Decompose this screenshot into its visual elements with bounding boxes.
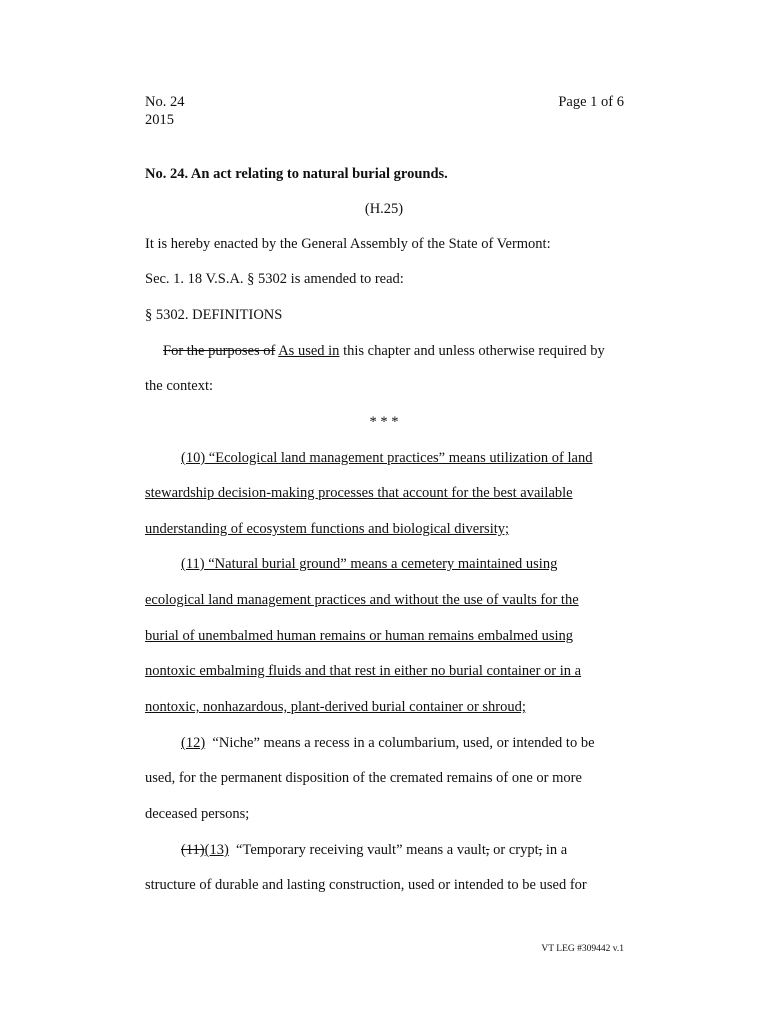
def12-line-1	[181, 734, 595, 752]
struck-text: For the purposes of	[163, 343, 276, 359]
enacting-clause: It is hereby enacted by the General Assembly of the State of Vermont:	[145, 236, 551, 252]
def10-line-1: (10) “Ecological land management practices” means utilization of land	[181, 450, 593, 466]
def11-line-3: burial of unembalmed human remains or human remains embalmed using	[145, 628, 574, 644]
def10-line-3: understanding of ecosystem functions and biological diversity;	[145, 521, 510, 537]
def13-line-2: structure of durable and lasting construction, used or intended to be used for	[145, 877, 587, 893]
def13-new-number: (13)	[204, 842, 229, 858]
act-year: 2015	[145, 112, 174, 128]
def10-line-2: stewardship decision-making processes that account for the best available	[145, 485, 573, 501]
intro-paragraph-line-1	[163, 342, 605, 360]
def11-line-2: ecological land management practices and without the use of vaults for the	[145, 592, 579, 608]
def13-struck-comma-1: ,	[485, 842, 490, 858]
def13-struck-comma-2: ,	[538, 842, 543, 858]
def13-text-c: in a	[542, 842, 568, 858]
def13-old-number: (11)	[181, 842, 205, 858]
bill-number: (H.25)	[364, 201, 404, 217]
page-label: Page 1 of 6	[558, 94, 624, 110]
def13-line-1	[181, 841, 567, 859]
def11-line-4: nontoxic embalming fluids and that rest in either no burial container or in a	[145, 663, 582, 679]
def12-line-2: used, for the permanent disposition of the cremated remains of one or more	[145, 770, 582, 786]
def11-line-5: nontoxic, nonhazardous, plant-derived burial container or shroud;	[145, 699, 526, 715]
inserted-text: As used in	[278, 343, 340, 359]
document-footer: VT LEG #309442 v.1	[541, 944, 624, 954]
def12-line-3: deceased persons;	[145, 806, 250, 822]
act-number: No. 24	[145, 94, 185, 110]
def13-text-a: “Temporary receiving vault” means a vault	[228, 842, 486, 858]
intro-rest: this chapter and unless otherwise required by	[339, 343, 605, 359]
act-title: No. 24. An act relating to natural burial grounds.	[145, 166, 448, 182]
intro-paragraph-line-2: the context:	[145, 378, 214, 394]
def12-number: (12)	[181, 735, 206, 751]
separator: * * *	[369, 414, 399, 430]
def12-text: “Niche” means a recess in a columbarium, used, or intended to be	[205, 735, 595, 751]
section-intro: Sec. 1. 18 V.S.A. § 5302 is amended to read:	[145, 271, 404, 287]
def11-line-1: (11) “Natural burial ground” means a cemetery maintained using	[181, 556, 558, 572]
section-heading: § 5302. DEFINITIONS	[145, 307, 283, 323]
def13-text-b: or crypt	[489, 842, 539, 858]
